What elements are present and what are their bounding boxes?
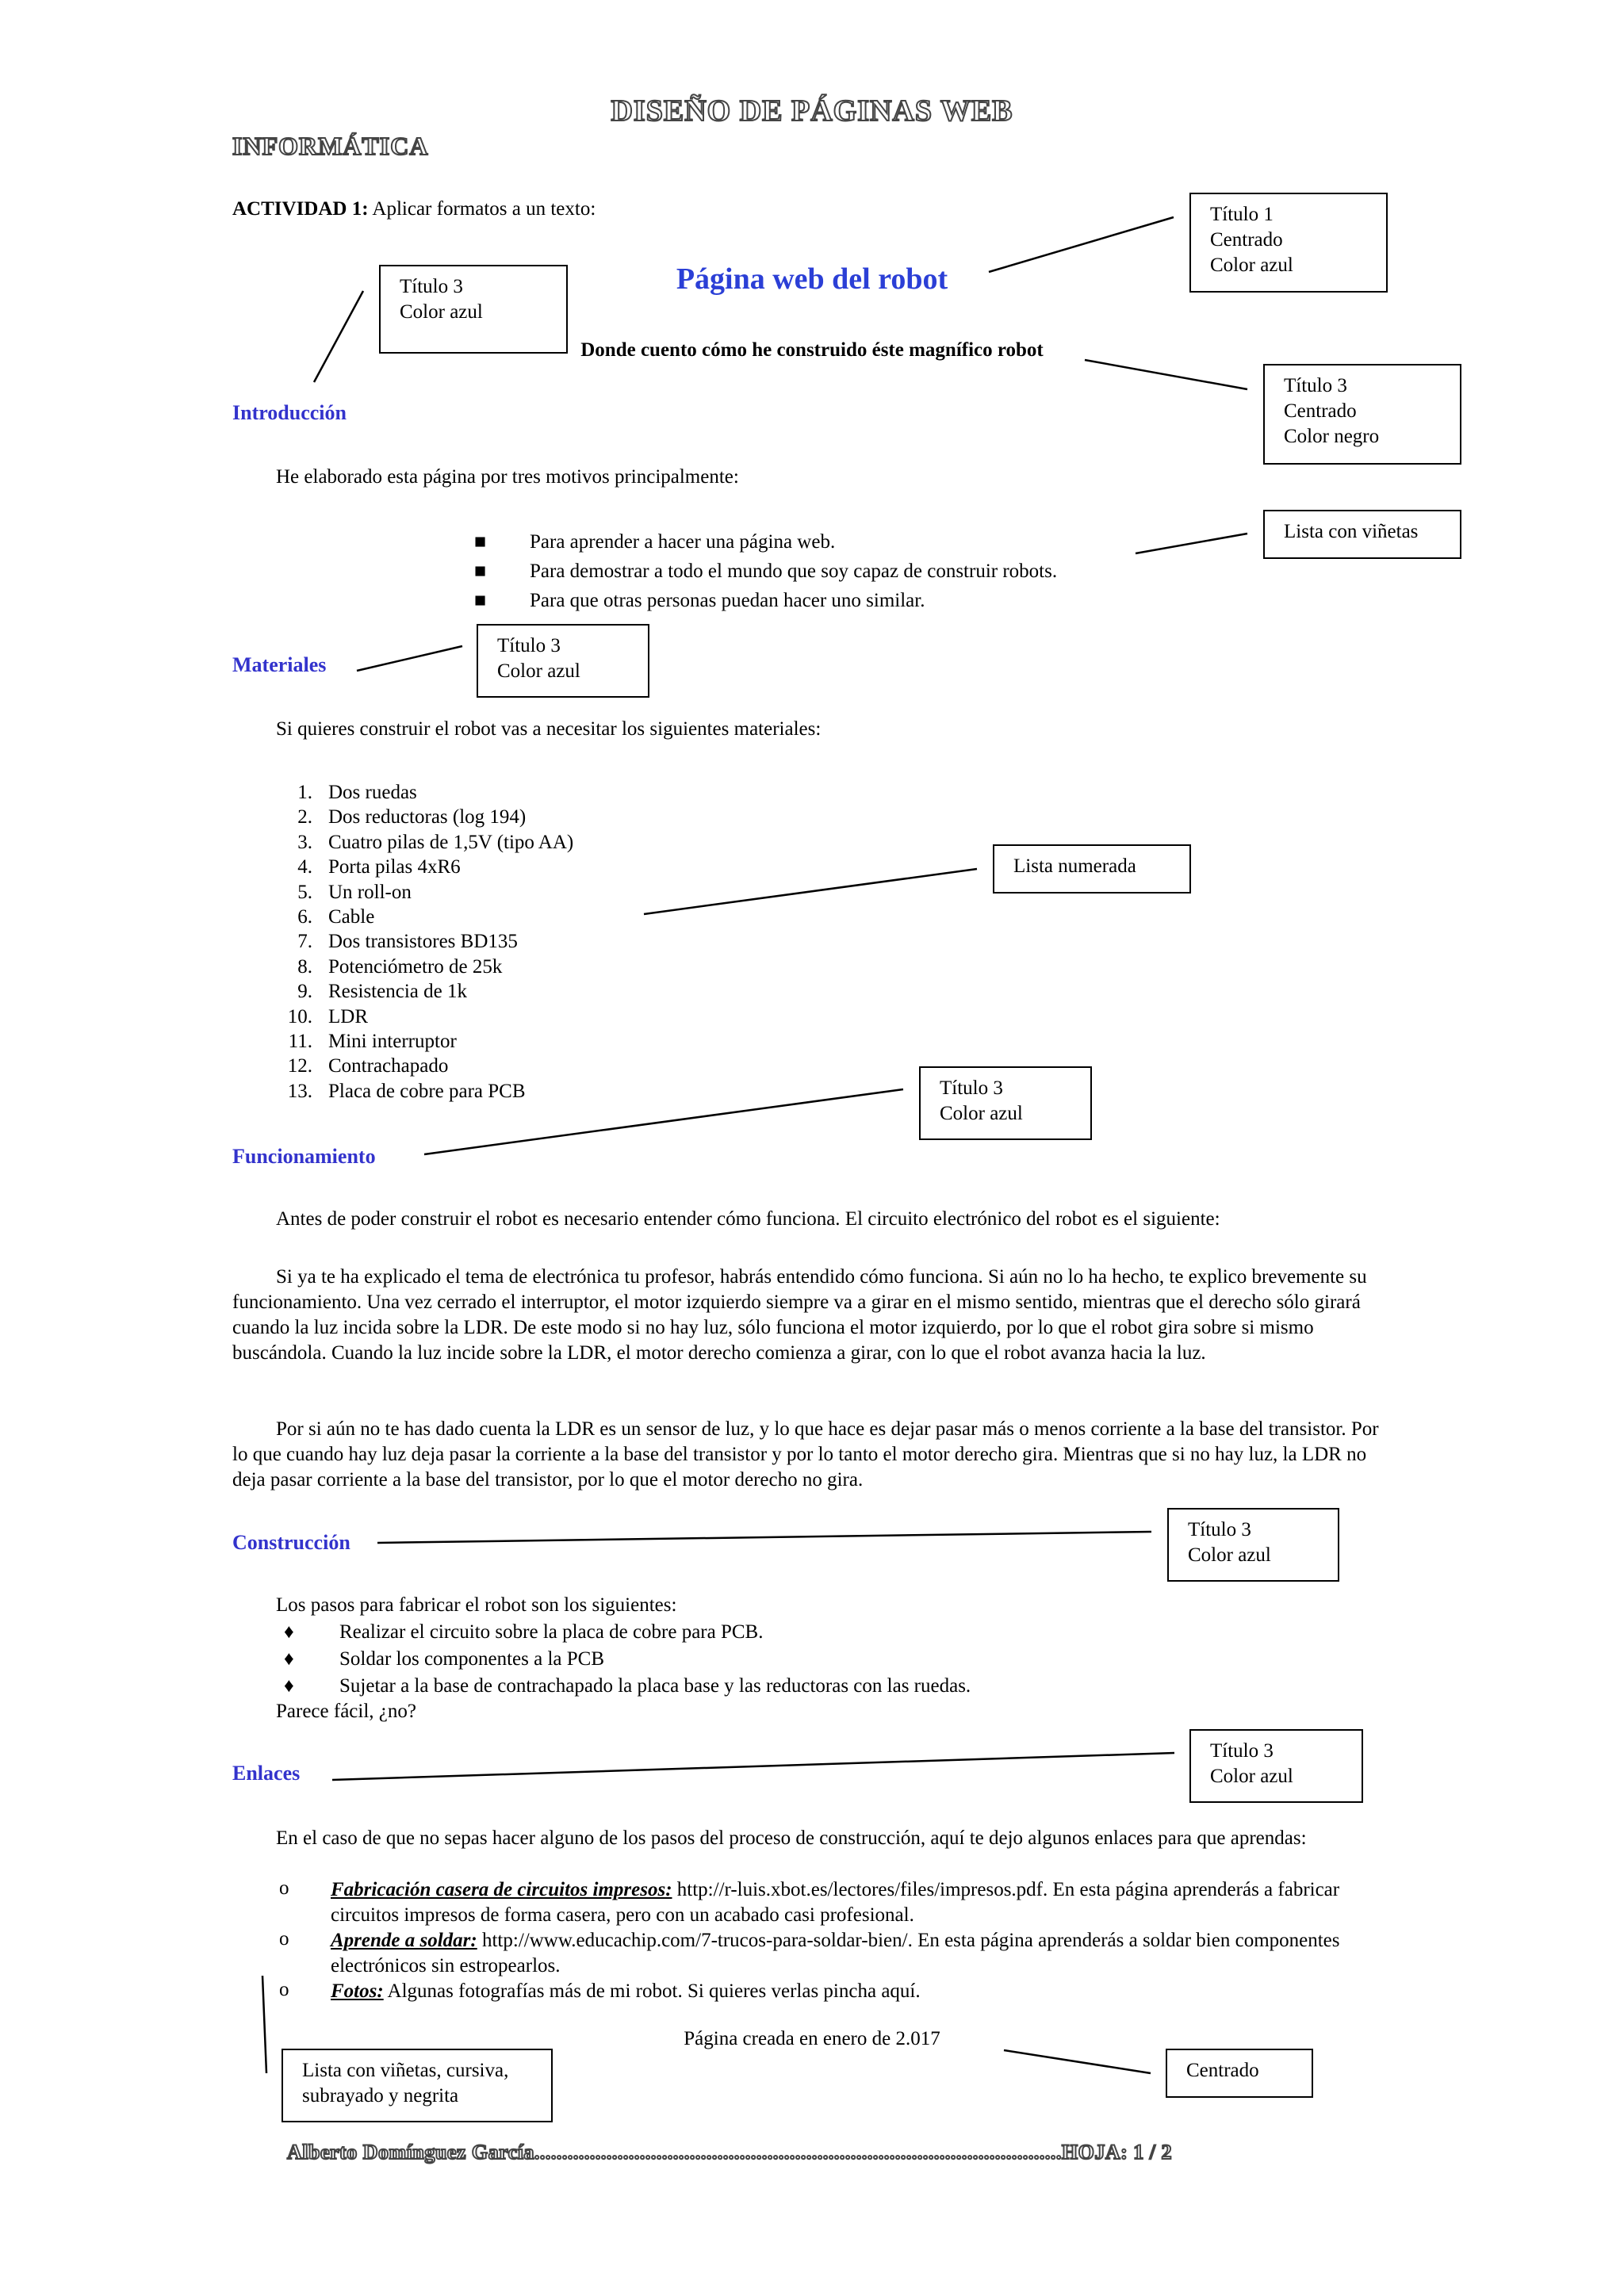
list-item: ♦ Soldar los componentes a la PCB xyxy=(284,1648,604,1670)
activity-text: Aplicar formatos a un texto: xyxy=(372,198,596,220)
annotation-titulo3-construccion: Título 3 Color azul xyxy=(1167,1508,1339,1582)
connector-line xyxy=(644,869,977,914)
operation-paragraph-3: Por si aún no te has dado cuenta la LDR es un sensor de luz, y lo que hace es dejar pasar más o menos corriente a la base del transistor. Por lo que cuando hay luz deja pasar la corriente a la base del transistor y por lo tanto el motor derecho gira. Mientras que si no hay luz, la LDR no deja pasar corriente a la base del transistor, por lo que el motor derecho no gira. xyxy=(232,1418,1379,1490)
document-subtitle: Donde cuento cómo he construido éste magnífico robot xyxy=(580,339,1044,361)
annotation-titulo3-funcionamiento: Título 3 Color azul xyxy=(919,1066,1092,1140)
links-intro: En el caso de que no sepas hacer alguno de los pasos del proceso de construcción, aquí te dejo algunos enlaces para que aprendas: xyxy=(276,1827,1307,1849)
list-item: ■ Para que otras personas puedan hacer uno similar. xyxy=(474,590,925,611)
heading-materiales: Materiales xyxy=(232,653,327,676)
list-text: Mini interruptor xyxy=(328,1031,457,1053)
list-text: Cuatro pilas de 1,5V (tipo AA) xyxy=(328,831,574,853)
connector-line xyxy=(989,217,1174,272)
heading-enlaces: Enlaces xyxy=(232,1762,301,1785)
annotation-titulo1: Título 1 Centrado Color azul xyxy=(1189,193,1388,293)
heading-introduccion: Introducción xyxy=(232,401,347,424)
connector-line xyxy=(1004,2050,1151,2073)
heading-construccion: Construcción xyxy=(232,1531,350,1554)
footer-dots: ............................................................................................... xyxy=(534,2141,1062,2164)
footer-author: Alberto Domínguez García xyxy=(287,2141,534,2164)
annotation-titulo3-enlaces: Título 3 Color azul xyxy=(1189,1729,1363,1803)
creation-date: Página creada en enero de 2.017 xyxy=(684,2028,940,2049)
list-text: Dos transistores BD135 xyxy=(328,931,518,953)
list-text: Potenciómetro de 25k xyxy=(328,955,503,978)
list-text: Contrachapado xyxy=(328,1055,449,1077)
link-item-1[interactable]: Fabricación casera de circuitos impresos: http://r-luis.xbot.es/lectores/files/impresos.pdf. En esta página aprenderás a fabricar circuitos impresos de forma casera, pero con un acabado casi profesional. xyxy=(331,1879,1340,1926)
list-text: Dos ruedas xyxy=(328,782,417,803)
list-item: ■ Para aprender a hacer una página web. xyxy=(474,531,836,553)
list-number: 10. xyxy=(287,1005,312,1027)
annotation-titulo3-subtitle: Título 3 Centrado Color negro xyxy=(1263,364,1461,465)
circle-bullet-icon: o xyxy=(279,1979,289,2000)
diamond-bullet-icon: ♦ xyxy=(284,1675,294,1697)
link-item-3[interactable]: Fotos: Algunas fotografías más de mi robot. Si quieres verlas pincha aquí. xyxy=(331,1980,921,2002)
list-text: Porta pilas 4xR6 xyxy=(328,856,461,878)
list-number: 5. xyxy=(297,881,312,903)
list-number: 2. xyxy=(297,806,312,828)
list-number: 1. xyxy=(297,782,312,803)
square-bullet-icon: ■ xyxy=(474,561,487,582)
subject-label: INFORMÁTICA xyxy=(232,132,429,160)
operation-paragraph-1: Antes de poder construir el robot es necesario entender cómo funciona. El circuito electrónico del robot es el siguiente: xyxy=(276,1208,1220,1230)
intro-text: He elaborado esta página por tres motivos principalmente: xyxy=(276,466,739,488)
square-bullet-icon: ■ xyxy=(474,590,487,611)
footer-sheet: HOJA: 1 / 2 xyxy=(1061,2141,1173,2164)
list-text: LDR xyxy=(328,1005,368,1027)
list-number: 12. xyxy=(287,1055,312,1077)
list-item: ■ Para demostrar a todo el mundo que soy capaz de construir robots. xyxy=(474,561,1058,582)
list-text: Cable xyxy=(328,906,375,928)
connector-line xyxy=(1085,360,1247,389)
list-number: 4. xyxy=(297,856,312,878)
connector-line xyxy=(357,646,462,671)
list-number: 11. xyxy=(288,1031,312,1053)
circle-bullet-icon: o xyxy=(279,1877,289,1899)
list-text: Dos reductoras (log 194) xyxy=(328,806,527,828)
list-number: 13. xyxy=(287,1080,312,1102)
list-text: Un roll-on xyxy=(328,881,412,903)
list-text: Resistencia de 1k xyxy=(328,981,467,1003)
circle-bullet-icon: o xyxy=(279,1928,289,1950)
page-footer xyxy=(287,2141,1172,2164)
materials-text: Si quieres construir el robot vas a necesitar los siguientes materiales: xyxy=(276,718,822,740)
activity-label: ACTIVIDAD 1: xyxy=(232,198,369,220)
diamond-bullet-icon: ♦ xyxy=(284,1648,294,1670)
list-number: 3. xyxy=(297,831,312,853)
annotation-lista-numerada: Lista numerada xyxy=(993,844,1191,894)
annotation-centrado: Centrado xyxy=(1166,2049,1313,2098)
link-item-2[interactable]: Aprende a soldar: http://www.educachip.com/7-trucos-para-soldar-bien/. En esta página aprenderás a soldar bien componentes electrónicos sin estropearlos. xyxy=(331,1930,1340,1976)
list-number: 7. xyxy=(297,931,312,953)
list-item: ♦ Realizar el circuito sobre la placa de cobre para PCB. xyxy=(284,1621,764,1643)
page-header-title: DISEÑO DE PÁGINAS WEB xyxy=(611,94,1013,128)
list-text: Placa de cobre para PCB xyxy=(328,1080,526,1102)
annotation-lista-vinetas: Lista con viñetas xyxy=(1263,510,1461,559)
connector-line xyxy=(1136,534,1247,553)
connector-line xyxy=(332,1753,1174,1780)
annotation-titulo3-materiales: Título 3 Color azul xyxy=(477,624,649,698)
list-item: ♦ Sujetar a la base de contrachapado la placa base y las reductoras con las ruedas. xyxy=(284,1675,971,1697)
connector-line xyxy=(377,1532,1151,1543)
construction-outro: Parece fácil, ¿no? xyxy=(276,1701,416,1722)
diamond-bullet-icon: ♦ xyxy=(284,1621,294,1643)
connector-line xyxy=(262,1976,266,2073)
construction-intro: Los pasos para fabricar el robot son los siguientes: xyxy=(276,1594,677,1616)
annotation-titulo3-intro: Título 3 Color azul xyxy=(379,265,568,354)
square-bullet-icon: ■ xyxy=(474,531,487,553)
annotation-lista-vinetas-formato: Lista con viñetas, cursiva, subrayado y negrita xyxy=(282,2049,553,2122)
list-number: 9. xyxy=(297,981,312,1003)
list-number: 6. xyxy=(297,906,312,928)
list-number: 8. xyxy=(297,955,312,978)
heading-funcionamiento: Funcionamiento xyxy=(232,1145,376,1168)
operation-paragraph-2: Si ya te ha explicado el tema de electrónica tu profesor, habrás entendido cómo funciona. Si aún no lo ha hecho, te explico brevemente su funcionamiento. Una vez cerrado el interruptor, el motor izquierdo siempre va a girar en el mismo sentido, mientras que el derecho sólo girará cuando la luz incida sobre la LDR. De este modo si no hay luz, sólo funciona el motor izquierdo, por lo que el robot gira sobre si mismo buscándola. Cuando la luz incide sobre la LDR, el motor derecho comienza a girar, con lo que el robot avanza hacia la luz. xyxy=(232,1266,1367,1364)
connector-line xyxy=(424,1089,903,1154)
document-title: Página web del robot xyxy=(676,262,948,296)
connector-line xyxy=(314,291,363,382)
